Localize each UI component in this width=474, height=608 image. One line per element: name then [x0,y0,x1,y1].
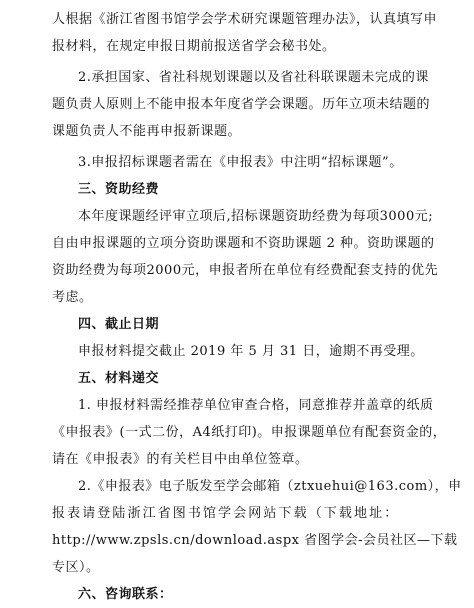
section-heading-deadline: 四、截止日期 [78,317,160,332]
paragraph-line: 课题负责人不能再申报新课题。 [52,124,242,139]
section-heading-submission: 五、材料递交 [78,371,160,386]
paragraph-line: 2.《申报表》电子版发至学会邮箱（ztxuehui@163.com），申 [78,479,462,494]
paragraph-line: http://www.zpsls.cn/download.aspx 省图学会-会员社区—下载 [52,533,458,548]
paragraph-line: 申报材料提交截止 2019 年 5 月 31 日，逾期不再受理。 [78,344,424,359]
paragraph-line: 报材料，在规定申报日期前报送省学会秘书处。 [52,39,336,54]
paragraph-line: 请在《申报表》的有关栏目中由单位签章。 [52,452,309,467]
paragraph-line: 本年度课题经评审立项后,招标课题资助经费为每项3000元; [78,209,434,224]
section-heading-funding: 三、资助经费 [78,182,160,197]
paragraph-line: 人根据《浙江省图书馆学会学术研究课题管理办法》，认真填写申 [52,12,438,27]
paragraph-line: 3.申报招标课题者需在《申报表》中注明“招标课题”。 [78,155,403,170]
paragraph-line: 报表请登陆浙江省图书馆学会网站下载（下载地址： [52,506,400,521]
paragraph-line: 自由申报课题的立项分资助课题和不资助课题 2 种。资助课题的 [52,236,435,251]
paragraph-line: 《申报表》(一式二份，A4纸打印)。申报课题单位有配套资金的， [52,425,447,440]
paragraph-line: 题负责人原则上不能申报本年度省学会课题。历年立项未结题的 [52,97,431,112]
paragraph-line: 资助经费为每项2000元，申报者所在单位有经费配套支持的优先 [52,263,439,278]
paragraph-line: 专区）。 [52,560,100,575]
paragraph-line: 2.承担国家、省社科规划课题以及省社科联课题未完成的课 [78,70,429,85]
paragraph-line: 考虑。 [52,290,93,305]
paragraph-line: 1. 申报材料需经推荐单位审查合格，同意推荐并盖章的纸质 [78,398,434,413]
section-heading-contact: 六、咨询联系： [78,587,173,602]
